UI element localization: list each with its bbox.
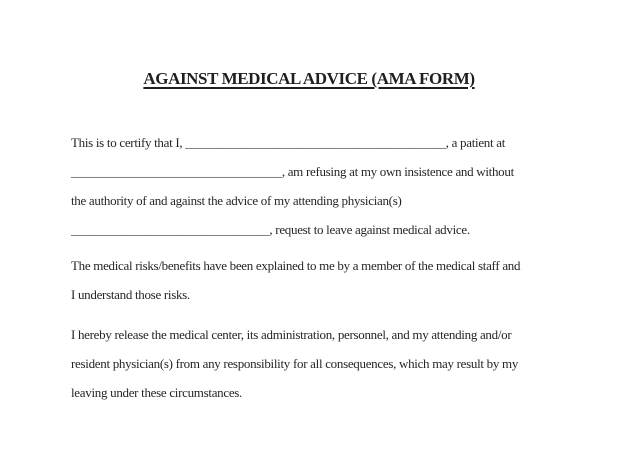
- certify-line-4-tail: , request to leave against medical advice.: [269, 222, 470, 237]
- risks-line-2: I understand those risks.: [71, 287, 190, 302]
- certify-line-2-tail: , am refusing at my own insistence and without: [281, 164, 514, 179]
- certify-paragraph: [71, 128, 551, 244]
- release-line-3: leaving under these circumstances.: [71, 385, 243, 400]
- patient-name-blank: __________________________________________: [185, 135, 446, 150]
- physician-name-blank: ________________________________: [71, 222, 270, 237]
- release-line-1: I hereby release the medical center, its administration, personnel, and my attending and/or: [71, 327, 512, 342]
- risks-paragraph: [71, 251, 551, 309]
- certify-line-1-text: This is to certify that I,: [71, 135, 186, 150]
- release-paragraph: [71, 320, 551, 407]
- certify-line-1: [71, 128, 551, 157]
- facility-name-blank: __________________________________: [71, 164, 282, 179]
- certify-line-4: [71, 215, 551, 244]
- risks-line-1: The medical risks/benefits have been explained to me by a member of the medical staff and: [71, 258, 521, 273]
- form-body: [71, 128, 551, 407]
- certify-line-1-tail: , a patient at: [445, 135, 506, 150]
- form-title: AGAINST MEDICAL ADVICE (AMA FORM): [143, 69, 475, 88]
- certify-line-3: the authority of and against the advice of my attending physician(s): [71, 193, 402, 208]
- certify-line-2: [71, 157, 551, 186]
- release-line-2: resident physician(s) from any responsibility for all consequences, which may result by my: [71, 356, 519, 371]
